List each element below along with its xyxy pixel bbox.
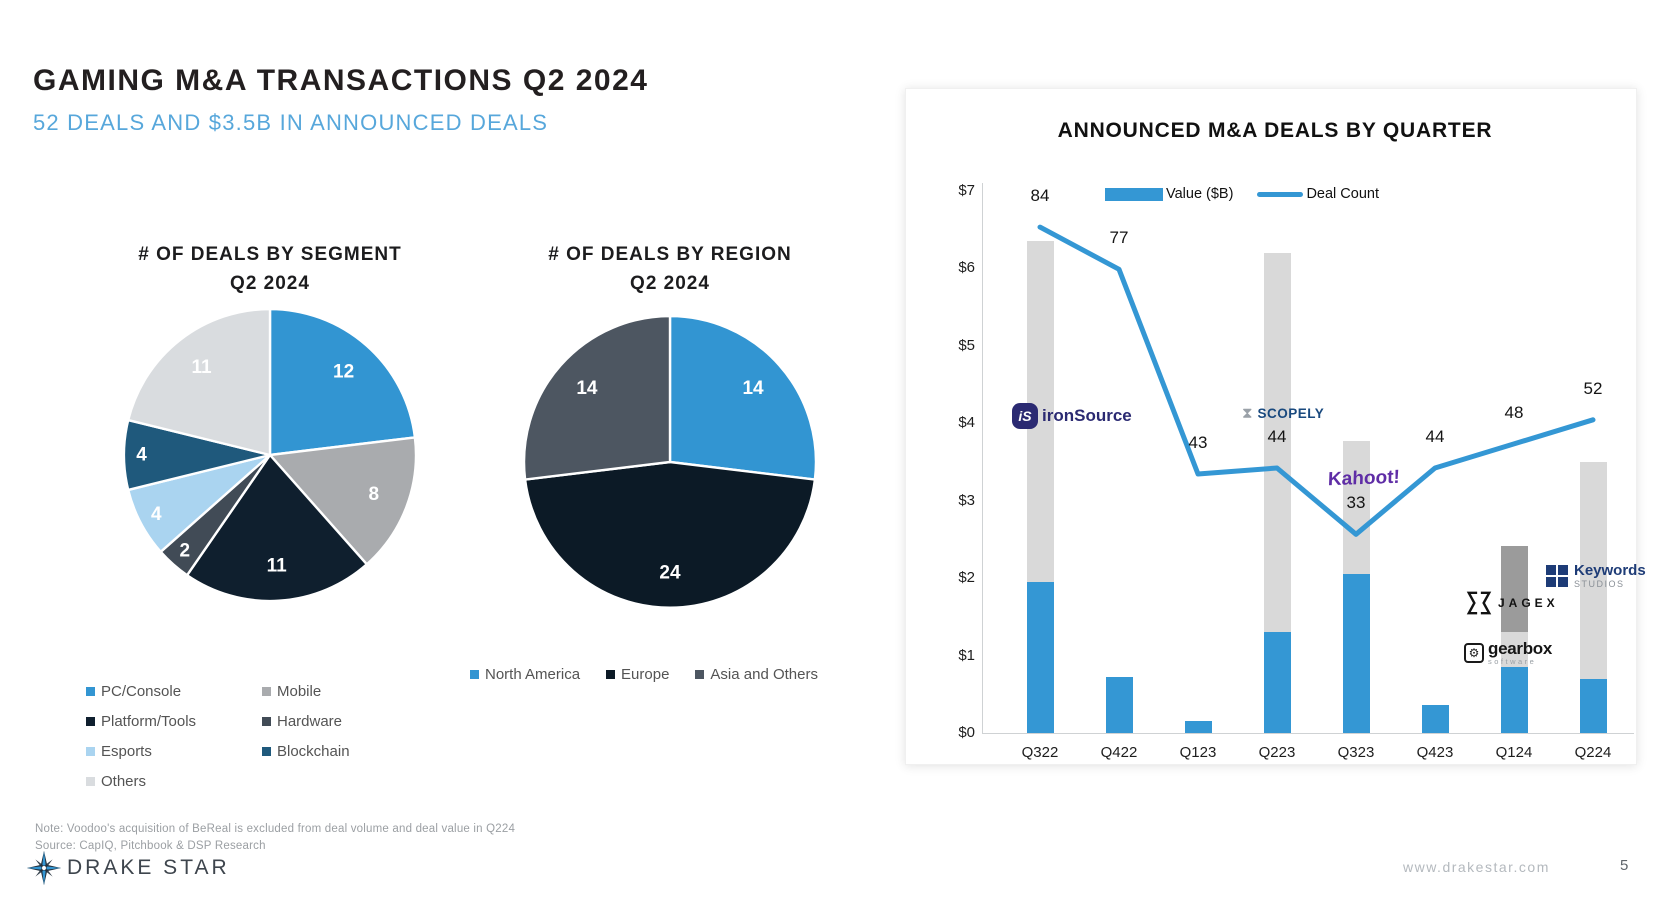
pie-slice-value: 4 <box>136 444 147 466</box>
legend-item-esports <box>86 736 262 766</box>
deal-count-label-Q423: 44 <box>1425 427 1445 447</box>
legend-label: Hardware <box>277 712 343 730</box>
legend-label: Mobile <box>277 682 322 700</box>
legend-item-north-america <box>470 666 580 683</box>
legend-label: Blockchain <box>277 742 350 760</box>
legend-item-mobile <box>262 676 438 706</box>
pie-slice-europe <box>525 462 815 608</box>
website-url: www.drakestar.com <box>1403 859 1550 875</box>
legend-label: Esports <box>101 742 152 760</box>
kahoot-logo: Kahoot! <box>1327 466 1401 491</box>
scopely-logo: ⧗ SCOPELY <box>1242 405 1325 422</box>
drake-star-icon <box>26 850 62 886</box>
segment-pie-title <box>100 240 440 298</box>
footnote: Note: Voodoo's acquisition of BeReal is excluded from deal volume and deal value in Q224 <box>35 823 516 835</box>
drake-star-wordmark: DRAKE STAR <box>67 856 230 879</box>
gearbox-logo-icon: ⚙ <box>1464 643 1484 663</box>
pie-slice-value: 24 <box>659 562 681 584</box>
page-number: 5 <box>1620 857 1629 874</box>
region-pie-title-line1: # OF DEALS BY REGION <box>548 244 792 265</box>
segment-pie-title-line2: Q2 2024 <box>230 273 310 294</box>
legend-item-others <box>86 766 262 796</box>
x-axis-label-Q422: Q422 <box>1100 744 1138 761</box>
legend-item-asia-and-others <box>695 666 818 683</box>
legend-swatch <box>262 687 271 696</box>
legend-swatch <box>470 670 479 679</box>
x-axis-label-Q123: Q123 <box>1179 744 1217 761</box>
legend-item-pc-console <box>86 676 262 706</box>
legend-swatch <box>262 747 271 756</box>
legend-swatch <box>86 747 95 756</box>
keywords-studios-logo: Keywords STUDIOS <box>1546 563 1646 589</box>
pie-slice-value: 14 <box>742 377 764 399</box>
y-axis-tick-3: $3 <box>958 491 975 509</box>
segment-pie-title-line1: # OF DEALS BY SEGMENT <box>138 244 402 265</box>
legend-swatch <box>262 717 271 726</box>
segment-pie-chart <box>120 305 420 605</box>
y-axis-tick-0: $0 <box>958 724 975 741</box>
scopely-logo-glyph: ⧗ <box>1242 405 1253 422</box>
jagex-logo: JAGEX <box>1466 590 1559 616</box>
legend-item-blockchain <box>262 736 438 766</box>
jagex-logo-glyph <box>1466 590 1492 616</box>
y-axis-tick-1: $1 <box>958 646 975 664</box>
y-axis-tick-7: $7 <box>958 181 975 199</box>
ironsource-logo-badge: iS <box>1012 403 1038 429</box>
pie-slice-value: 8 <box>368 483 380 505</box>
ironsource-logo: iS ironSource <box>1012 403 1132 429</box>
deal-count-label-Q123: 43 <box>1188 433 1208 453</box>
x-axis-label-Q124: Q124 <box>1495 744 1533 761</box>
x-axis-label-Q323: Q323 <box>1337 744 1375 761</box>
legend-swatch <box>86 777 95 786</box>
region-pie-legend <box>470 666 818 683</box>
legend-swatch <box>695 670 704 679</box>
quarterly-chart-title: ANNOUNCED M&A DEALS BY QUARTER <box>1057 119 1493 142</box>
legend-label: Others <box>101 772 147 790</box>
legend-label: PC/Console <box>101 682 182 700</box>
y-axis-tick-6: $6 <box>958 259 975 277</box>
legend-label: Platform/Tools <box>101 712 197 730</box>
legend-item-europe <box>606 666 669 683</box>
x-axis-label-Q423: Q423 <box>1416 744 1454 761</box>
x-axis-label-Q223: Q223 <box>1258 744 1296 761</box>
segment-pie-legend <box>86 676 438 796</box>
deal-count-label-Q223: 44 <box>1267 427 1287 447</box>
pie-slice-value: 11 <box>191 357 212 379</box>
legend-item-hardware <box>262 706 438 736</box>
legend-swatch <box>86 717 95 726</box>
region-pie-title <box>500 240 840 298</box>
deal-count-label-Q322: 84 <box>1030 186 1050 206</box>
x-axis-label-Q322: Q322 <box>1021 744 1059 761</box>
gearbox-logo: ⚙ gearbox software <box>1464 640 1552 666</box>
legend-swatch <box>606 670 615 679</box>
dealcount-series-label: Deal Count <box>1306 186 1379 202</box>
keywords-logo-icon <box>1546 565 1568 587</box>
legend-label: Asia and Others <box>710 666 818 683</box>
y-axis-tick-5: $5 <box>958 336 975 354</box>
pie-slice-value: 12 <box>333 361 355 383</box>
legend-label: Europe <box>621 666 670 683</box>
deal-count-label-Q224: 52 <box>1583 378 1603 398</box>
x-axis-label-Q224: Q224 <box>1574 744 1612 761</box>
y-axis-tick-4: $4 <box>958 414 975 432</box>
region-pie-title-line2: Q2 2024 <box>630 273 710 294</box>
page-title: GAMING M&A TRANSACTIONS Q2 2024 <box>33 64 649 97</box>
deal-count-label-Q323: 33 <box>1346 493 1366 513</box>
legend-item-platform-tools <box>86 706 262 736</box>
legend-swatch <box>86 687 95 696</box>
deal-count-label-Q422: 77 <box>1109 228 1129 248</box>
pie-slice-value: 11 <box>266 555 287 577</box>
pie-slice-value: 2 <box>179 540 191 562</box>
legend-label: North America <box>485 666 581 683</box>
page-subtitle: 52 DEALS AND $3.5B IN ANNOUNCED DEALS <box>33 110 549 135</box>
deal-count-label-Q124: 48 <box>1504 402 1524 422</box>
value-series-label: Value ($B) <box>1166 186 1234 202</box>
drake-star-logo <box>26 850 230 886</box>
pie-slice-value: 4 <box>150 504 162 526</box>
region-pie-chart <box>520 312 820 612</box>
y-axis-tick-2: $2 <box>958 569 975 587</box>
pie-slice-value: 14 <box>576 377 598 399</box>
source-note: Source: CapIQ, Pitchbook & DSP Research <box>35 840 266 852</box>
